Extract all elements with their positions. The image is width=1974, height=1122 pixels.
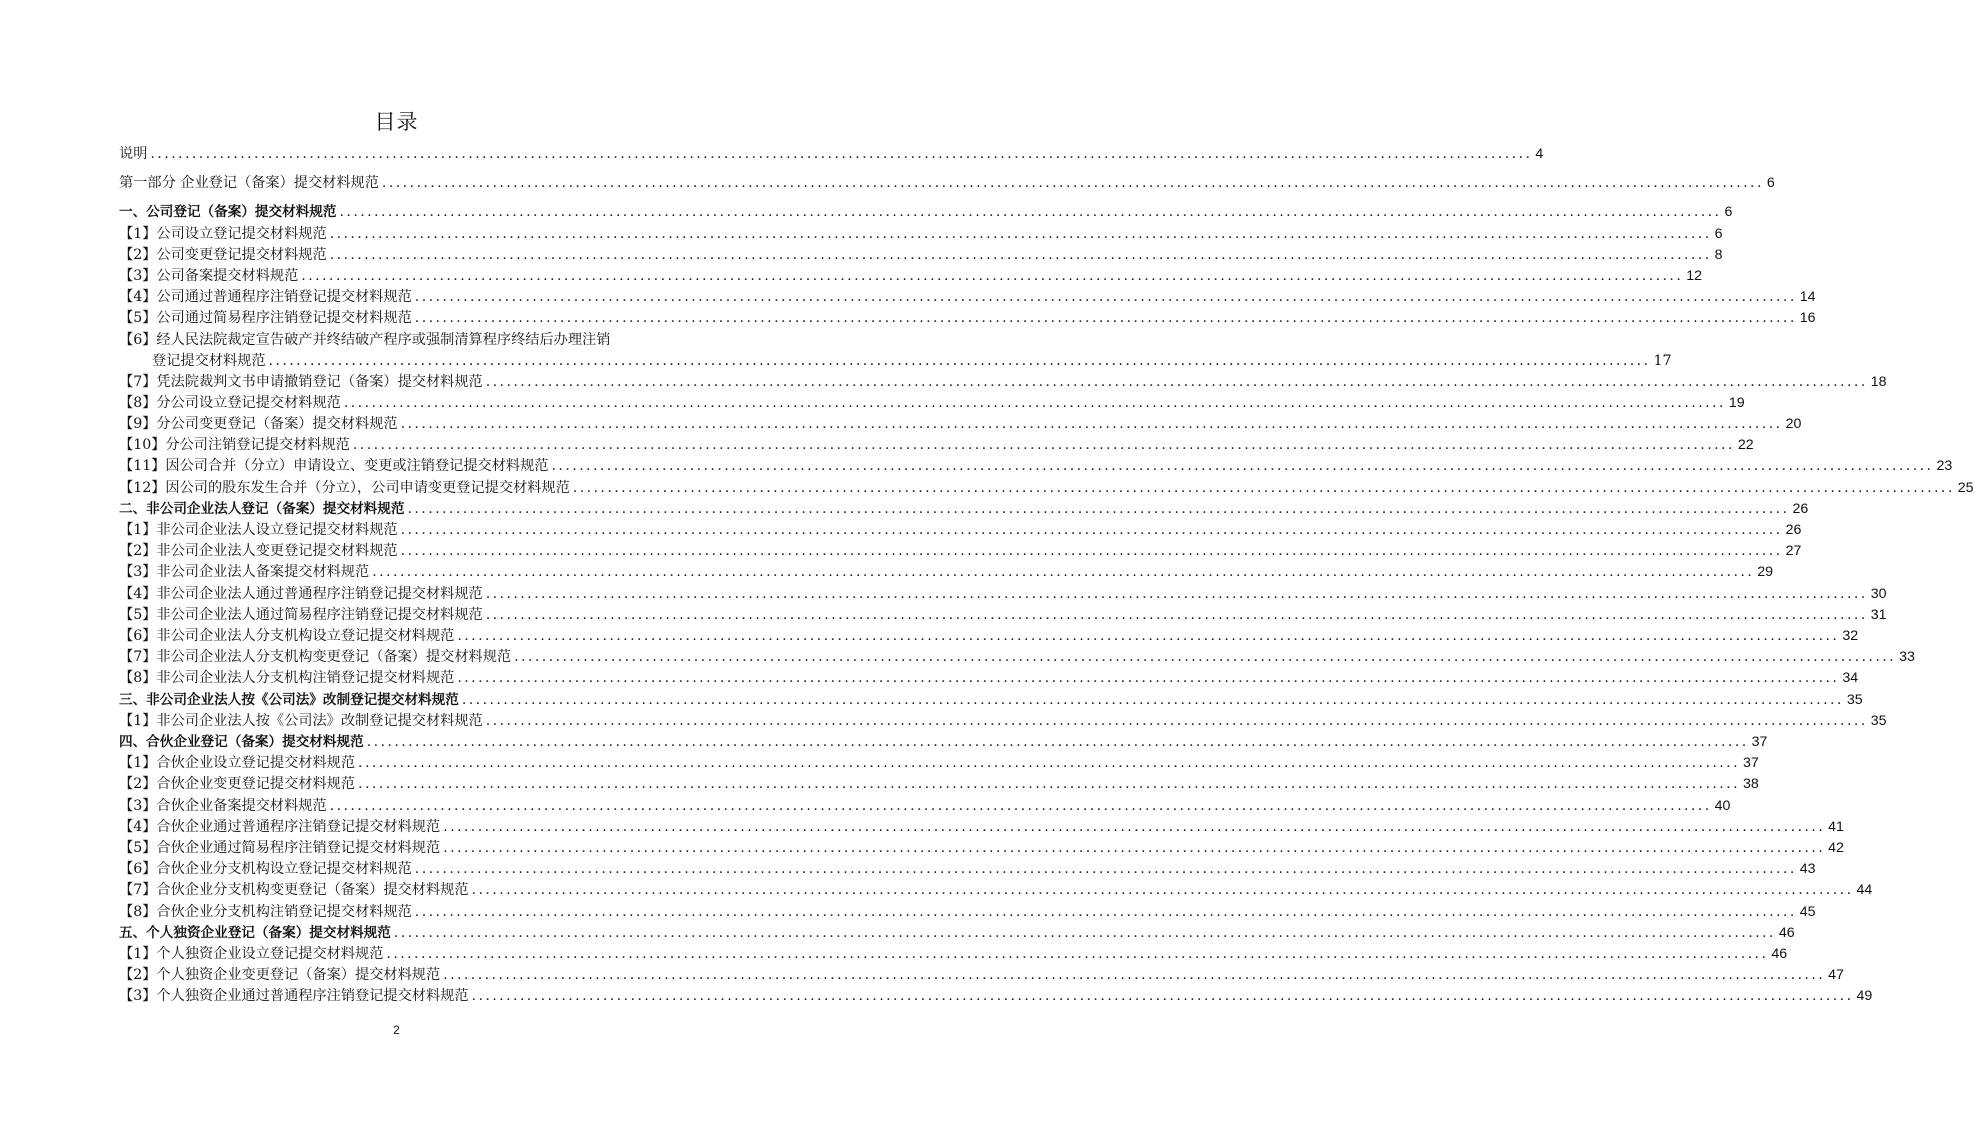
toc-entry-title: 【1】个人独资企业设立登记提交材料规范	[119, 946, 384, 962]
toc-entry-page: 47	[1828, 967, 1844, 984]
toc-entry[interactable]	[119, 943, 1788, 964]
toc-entry-title: 二、非公司企业法人登记（备案）提交材料规范	[119, 500, 405, 517]
dot-leader: ........................................................................................................................................................................................................	[471, 988, 1854, 1005]
toc-entry-page: 31	[1870, 606, 1887, 623]
dot-leader: ........................................................................................................................................................................................................	[150, 146, 1533, 162]
dot-leader: ........................................................................................................................................................................................................	[329, 246, 1712, 263]
toc-entry-title: 【8】合伙企业分支机构注销登记提交材料规范	[119, 903, 412, 920]
dot-leader: ........................................................................................................................................................................................................	[343, 394, 1726, 411]
toc-entry[interactable]	[119, 329, 674, 350]
toc-entry[interactable]	[119, 922, 1795, 943]
toc-entry[interactable]	[119, 498, 1809, 519]
toc-entry-title: 【7】非公司企业法人分支机构变更登记（备案）提交材料规范	[119, 649, 512, 666]
toc-entry-page: 33	[1899, 649, 1915, 666]
toc-entry-page: 12	[1686, 268, 1703, 284]
toc-entry-page: 25	[1957, 479, 1974, 496]
dot-leader: ........................................................................................................................................................................................................	[461, 691, 1844, 708]
toc-entry[interactable]	[119, 413, 1802, 434]
toc-entry-page: 30	[1870, 585, 1887, 602]
dot-leader: ........................................................................................................................................................................................................	[268, 352, 1651, 369]
toc-entry-title: 四、合伙企业登记（备案）提交材料规范	[119, 734, 364, 750]
dot-leader: ........................................................................................................................................................................................................	[572, 479, 1955, 496]
toc-entry-title: 【4】公司通过普通程序注销登记提交材料规范	[119, 289, 412, 306]
toc-entry-title: 【1】合伙企业设立登记提交材料规范	[119, 755, 356, 772]
toc-entry-page: 22	[1737, 437, 1754, 454]
toc-entry-title: 【5】合伙企业通过简易程序注销登记提交材料规范	[119, 840, 441, 856]
toc-entry[interactable]	[119, 604, 1887, 625]
toc-entry-page: 35	[1870, 712, 1887, 729]
toc-entry-page: 6	[1724, 204, 1733, 221]
toc-entry-page: 34	[1842, 670, 1859, 687]
toc-entry-page: 45	[1799, 903, 1816, 920]
toc-entry[interactable]	[119, 371, 1887, 392]
toc-entry-title: 【5】非公司企业法人通过简易程序注销登记提交材料规范	[119, 606, 483, 623]
toc-entry-page: 37	[1743, 755, 1759, 772]
toc-entry-title: 【2】非公司企业法人变更登记提交材料规范	[119, 543, 398, 560]
toc-entry[interactable]	[119, 646, 1915, 667]
toc-entry-title: 【7】凭法院裁判文书申请撤销登记（备案）提交材料规范	[119, 373, 483, 390]
toc-entry-page: 16	[1799, 310, 1816, 327]
toc-entry[interactable]	[119, 172, 1775, 193]
dot-leader: ........................................................................................................................................................................................................	[485, 373, 1868, 390]
toc-entry-title: 【9】分公司变更登记（备案）提交材料规范	[119, 416, 398, 432]
toc-entry-page: 49	[1856, 988, 1873, 1005]
toc-entry[interactable]	[119, 985, 1873, 1006]
dot-leader: ........................................................................................................................................................................................................	[485, 712, 1868, 729]
toc-entry-title: 【8】分公司设立登记提交材料规范	[119, 394, 341, 411]
dot-leader: ........................................................................................................................................................................................................	[400, 416, 1783, 432]
toc-entry[interactable]	[119, 837, 1844, 858]
toc-entry-page: 46	[1771, 946, 1788, 962]
dot-leader: ........................................................................................................................................................................................................	[301, 268, 1684, 284]
toc-entry-title: 【7】合伙企业分支机构变更登记（备案）提交材料规范	[119, 882, 469, 899]
toc-entry-title: 【3】合伙企业备案提交材料规范	[119, 797, 327, 814]
toc-entry[interactable]	[119, 519, 1802, 540]
dot-leader: ........................................................................................................................................................................................................	[457, 670, 1840, 687]
toc-entry[interactable]	[119, 667, 1859, 688]
dot-leader: ........................................................................................................................................................................................................	[471, 882, 1854, 899]
toc-entry-title: 【3】公司备案提交材料规范	[119, 268, 299, 284]
toc-entry-title: 【6】经人民法院裁定宣告破产并终结破产程序或强制清算程序终结后办理注销	[119, 331, 611, 348]
dot-leader: ........................................................................................................................................................................................................	[386, 946, 1769, 962]
toc-entry[interactable]	[119, 223, 1723, 244]
toc-entry-page: 17	[1653, 352, 1672, 369]
toc-entry-title: 【4】非公司企业法人通过普通程序注销登记提交材料规范	[119, 585, 483, 602]
toc-entry-page: 20	[1785, 416, 1802, 432]
toc-entry[interactable]	[119, 286, 1816, 307]
dot-leader: ........................................................................................................................................................................................................	[514, 649, 1897, 666]
toc-entry-title: 【6】非公司企业法人分支机构设立登记提交材料规范	[119, 628, 455, 644]
dot-leader: ........................................................................................................................................................................................................	[358, 755, 1740, 772]
toc-entry[interactable]	[119, 858, 1816, 879]
toc-entry[interactable]	[119, 731, 1768, 752]
dot-leader: ........................................................................................................................................................................................................	[366, 734, 1749, 750]
dot-leader: ........................................................................................................................................................................................................	[414, 289, 1797, 306]
toc-entry[interactable]	[119, 625, 1859, 646]
toc-entry-title: 【4】合伙企业通过普通程序注销登记提交材料规范	[119, 818, 441, 835]
dot-leader: ........................................................................................................................................................................................................	[485, 585, 1868, 602]
toc-entry[interactable]	[119, 244, 1723, 265]
toc-entry[interactable]	[119, 901, 1816, 922]
toc-entry-page: 26	[1785, 522, 1802, 538]
toc-entry[interactable]	[119, 307, 1816, 328]
dot-leader: ........................................................................................................................................................................................................	[329, 225, 1712, 242]
toc-entry-page: 26	[1792, 500, 1809, 517]
toc-entry[interactable]	[119, 816, 1844, 837]
toc-entry-title: 【10】分公司注销登记提交材料规范	[119, 437, 350, 454]
toc-entry[interactable]	[119, 583, 1887, 604]
toc-entry[interactable]	[119, 392, 1745, 413]
toc-entry-page: 41	[1828, 818, 1844, 835]
toc-entry[interactable]	[119, 561, 1773, 582]
toc-entry-page: 42	[1828, 840, 1844, 856]
toc-entry-title: 【8】非公司企业法人分支机构注销登记提交材料规范	[119, 670, 455, 687]
dot-leader: ........................................................................................................................................................................................................	[400, 522, 1783, 538]
toc-entry-page: 27	[1785, 543, 1802, 560]
toc-entry[interactable]	[119, 201, 1733, 222]
toc-entry-title: 五、个人独资企业登记（备案）提交材料规范	[119, 924, 391, 941]
dot-leader: ........................................................................................................................................................................................................	[407, 500, 1790, 517]
toc-entry-title: 【2】公司变更登记提交材料规范	[119, 246, 327, 263]
toc-entry-page: 19	[1728, 394, 1745, 411]
dot-leader: ........................................................................................................................................................................................................	[485, 606, 1868, 623]
dot-leader: ........................................................................................................................................................................................................	[551, 458, 1934, 475]
dot-leader: ........................................................................................................................................................................................................	[414, 310, 1797, 327]
toc-entry-page: 37	[1751, 734, 1768, 750]
toc-entry[interactable]	[119, 540, 1802, 561]
dot-leader: ........................................................................................................................................................................................................	[372, 564, 1755, 581]
toc-entry[interactable]	[119, 795, 1731, 816]
dot-leader: ........................................................................................................................................................................................................	[381, 175, 1764, 192]
toc-entry-page: 23	[1936, 458, 1953, 475]
toc-entry-page: 29	[1757, 564, 1773, 581]
toc-entry-page: 38	[1743, 776, 1759, 793]
toc-entry[interactable]	[119, 477, 1974, 498]
toc-entry[interactable]	[119, 143, 1544, 164]
toc-entry-title: 【2】合伙企业变更登记提交材料规范	[119, 776, 356, 793]
dot-leader: ........................................................................................................................................................................................................	[358, 776, 1740, 793]
dot-leader: ........................................................................................................................................................................................................	[414, 903, 1797, 920]
toc-entry[interactable]	[119, 434, 1754, 455]
toc-entry-title-cont: 登记提交材料规范	[152, 352, 266, 369]
dot-leader: ........................................................................................................................................................................................................	[443, 967, 1826, 984]
toc-entry-title: 【2】个人独资企业变更登记（备案）提交材料规范	[119, 967, 441, 984]
toc-entry[interactable]	[119, 689, 1863, 710]
toc-entry-page: 46	[1778, 924, 1795, 941]
dot-leader: ........................................................................................................................................................................................................	[457, 628, 1840, 644]
page-title: 目录	[374, 110, 419, 134]
toc-entry-page: 4	[1535, 146, 1544, 162]
toc-entry-page: 44	[1856, 882, 1873, 899]
toc-entry-title: 三、非公司企业法人按《公司法》改制登记提交材料规范	[119, 691, 459, 708]
toc-entry-page: 40	[1714, 797, 1731, 814]
toc-entry-page: 14	[1799, 289, 1816, 306]
toc-entry[interactable]	[119, 964, 1844, 985]
toc-entry-title: 【3】非公司企业法人备案提交材料规范	[119, 564, 370, 581]
toc-entry-page: 8	[1714, 246, 1723, 263]
toc-entry[interactable]	[119, 710, 1887, 731]
toc-entry[interactable]	[119, 265, 1703, 286]
dot-leader: ........................................................................................................................................................................................................	[400, 543, 1783, 560]
dot-leader: ........................................................................................................................................................................................................	[443, 840, 1826, 856]
toc-entry-title: 【11】因公司合并（分立）申请设立、变更或注销登记提交材料规范	[119, 458, 549, 475]
toc-entry-page: 32	[1842, 628, 1859, 644]
page-number: 2	[393, 1023, 400, 1037]
toc-entry[interactable]	[119, 752, 1759, 773]
toc-entry-title: 说明	[119, 146, 148, 162]
toc-entry-page: 35	[1846, 691, 1863, 708]
toc-entry-page: 43	[1799, 861, 1816, 878]
toc-entry-page: 18	[1870, 373, 1887, 390]
toc-entry-title: 【3】个人独资企业通过普通程序注销登记提交材料规范	[119, 988, 469, 1005]
toc-entry-title: 第一部分 企业登记（备案）提交材料规范	[119, 175, 379, 192]
toc-entry[interactable]	[119, 455, 1953, 476]
toc-entry-page: 6	[1766, 175, 1775, 192]
dot-leader: ........................................................................................................................................................................................................	[414, 861, 1797, 878]
dot-leader: ........................................................................................................................................................................................................	[393, 924, 1776, 941]
toc-entry-page: 6	[1714, 225, 1723, 242]
toc-entry-title: 【1】公司设立登记提交材料规范	[119, 225, 327, 242]
toc-entry-title: 【1】非公司企业法人按《公司法》改制登记提交材料规范	[119, 712, 483, 729]
toc-entry[interactable]	[119, 773, 1759, 794]
dot-leader: ........................................................................................................................................................................................................	[339, 204, 1722, 221]
toc-entry-title: 【1】非公司企业法人设立登记提交材料规范	[119, 522, 398, 538]
toc-entry-continuation	[152, 350, 1672, 371]
toc-entry-title: 【6】合伙企业分支机构设立登记提交材料规范	[119, 861, 412, 878]
toc-entry-title: 【12】因公司的股东发生合并（分立），公司申请变更登记提交材料规范	[119, 479, 570, 496]
toc-entry-title: 【5】公司通过简易程序注销登记提交材料规范	[119, 310, 412, 327]
dot-leader: ........................................................................................................................................................................................................	[443, 818, 1826, 835]
dot-leader: ........................................................................................................................................................................................................	[329, 797, 1712, 814]
dot-leader: ........................................................................................................................................................................................................	[352, 437, 1735, 454]
toc-entry-title: 一、公司登记（备案）提交材料规范	[119, 204, 337, 221]
toc-entry[interactable]	[119, 879, 1873, 900]
